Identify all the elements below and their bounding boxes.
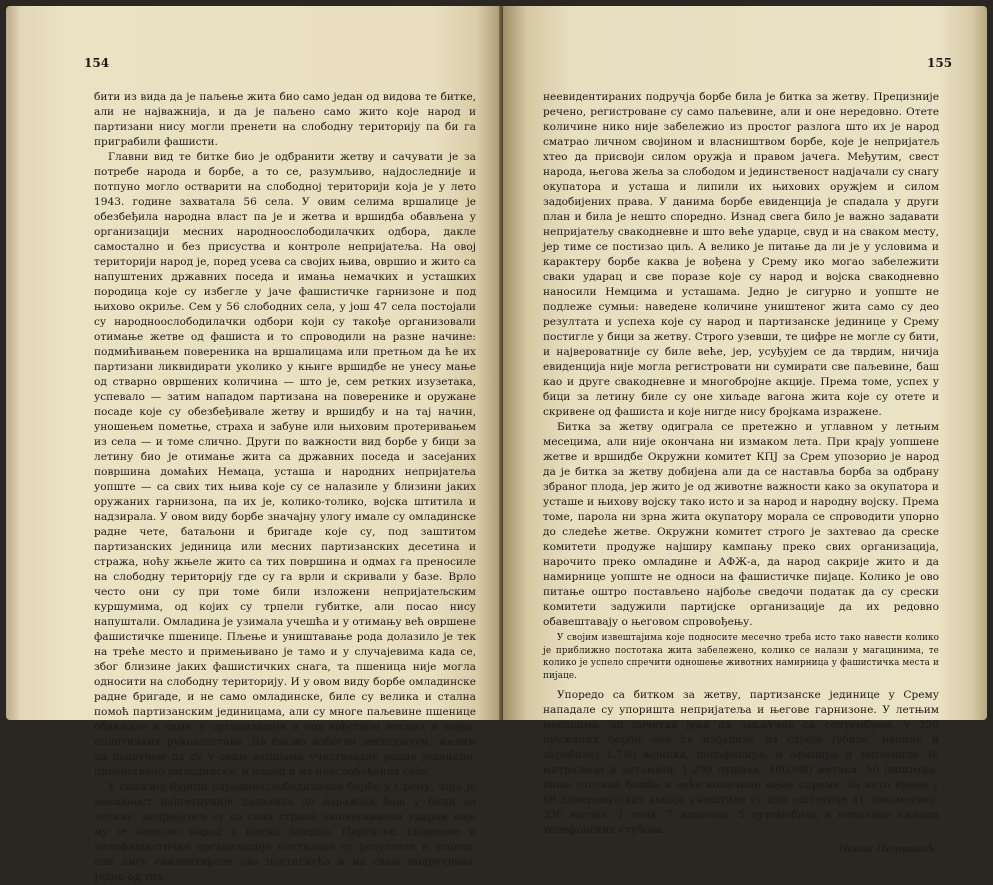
left-page-number: 154 xyxy=(84,56,110,70)
left-paragraph-3: У снажној бујици народноослободилачке борбе у Срему, чија је масовност најпотпуније долазила до изражаја баш у бици за летину, непријатељ су са свих страна запљускивали ударци које му је наносио народ и војска заједно. Партиске, скојевске и антифашистичке организације постизале су резултате и успехе, али нису евидентирале сва постигнућа и на свим подручјима. Једно од тих xyxy=(94,781,476,883)
footnote: У својим извештајима које подносите месечно треба исто тако навести колико је приближно постотака жита забележено, колико се налази у магацинима, те колико је успело спречити одношење животних намирница у фашистичка места и пијаце. xyxy=(543,633,939,681)
author-signature: Новак Петровић xyxy=(838,843,935,856)
left-page-body xyxy=(94,90,476,885)
right-paragraph-2: Битка за жетву одиграла се претежно и углавном у летњим месецима, али није окончана ни измаком лета. При крају уопшене жетве и вршидбе Окружни комитет КПЈ за Срем упозорио је народ да је битка за жетву добијена али да се наставља борба за одбрану збраног плода, јер жито је од животне важности како за окупатора и усташе и њихову војску тако исто и за народ и народну војску. Према томе, парола ни зрна жита окупатору морала се спроводити упорно до следеће жетве. Окружни комитет строго је захтевао да среске комитети продуже најширу кампању преко свих организација, нарочито преко омладине и АФЖ-а, да народ сакрије жито и да намирнице уопште не односи на фашистичке пијаце. Колико је ово питање оштро постављено најбоље сведочи податак да су срески комитети задужили партијске организације да их редовно обавештавају о његовом спровођењу. xyxy=(543,421,939,628)
right-paragraph-3: Упоредо са битком за жетву, партизанске јединице у Срему нападале су упоришта непријатеља и његове гарнизоне. У летњим месецима, од почетка јуна па закључно са септембром, у 250 оружаних борби оне су избациле из строја (убиле, раниле и заробиле) 1.750 војника, подофицира, и официра и заплениле 30 митраљеза и аутомата, 1.290 пушака, 100.000 метака, 50 пиштоља, више стотина бомби и веће количине војне спреме. За исто време у 69 диверзантских акција уништиле су или оштетиле 41 локомотиву, 230 вагона, 1 тенк, 7 камиона, 5 аутомобила и неколико хиљада телефонских стубова. xyxy=(543,689,939,837)
right-paragraph-1: неевидентираних подручја борбе била је битка за жетву. Прецизније речено, регистроване су само паљевине, али и оне нередовно. Отете количине нико није забележио из простог разлога што их је народ сматрао личном својином и власништвом борбе, које је непријатељ хтео да присвоји силом оружја и правом јачега. Међутим, свест народа, његова жеља за слободом и јединственост надјачали су снагу окупатора и усташа и липили их њихових оружјем и силом задобијених права. У данима борбе евиденција је спадала у други план и била је нешто споредно. Изнад свега било је важно задавати непријатељу свакодневне и што веће ударце, свуд и на сваком месту, јер тиме се постизао циљ. А велико је питање да ли је у условима и карактеру борбе каква је вођена у Срему ико могао забележити свaки ударац и све поразе које су народ и војска свакодневно наносили Немцима и усташама. Једно је сигурно и уопште не подлеже сумњи: наведене количине уништеног жита само су део резултата и успеха које су народ и партизанске јединице у Срему постигле у бици за жетву. Строго узевши, те цифре не могле су бити, и највероватније су биле веће, јер, усуђујем се да тврдим, ничија евиденција није могла регистровати ни сумирати све паљевине, баш као и друге свакодневне и многобројне акције. Према томе, успех у бици за летину биле су оне хиљаде вагона жита које су отете и скривене од фашиста и које нигде нису бројкама изражене. xyxy=(543,91,939,418)
left-paragraph-1: бити из вида да је паљење жита био само један од видова те битке, али не најважнија, и да је паљено само жито које народ и партизани нису могли пренети на слободну територију па би га приграбили фашисти. xyxy=(94,91,476,148)
right-page-number: 155 xyxy=(927,56,953,70)
right-page-body xyxy=(543,90,939,857)
left-page xyxy=(6,6,502,883)
left-paragraph-2: Главни вид те битке био је одбранити жетву и сачувати је за потребе народа и борбе, а то се, разумљиво, најдоследније и потпуно могло остварити на слободној територији која је у лето 1943. године захватала 56 села. У овим селима вршалице је обезбеђила народна власт па је и жетва и вршидба обављена у организацији месних народноослободилачких одбора, дакле самостално и без присуства и контроле непријатеља. На овој територији народ је, поред усева са својих њива, овршио и жито са напуштених државних поседа и имања немачких и усташких породица које су избегле у јаче фашистичке гарнизоне и под њихово окриље. Сем у 56 слободних села, у још 47 села постојали су народноослободилачки одбори који су такође организовали отимање жетве од фашиста и то спроводили на разне начине: подмићивањем повереника на вршалицама или претњом да ће их партизани ликвидирати уколико у књиге вршидбе не унесу мање од стварно овршених количина — што је, сем ретких изузетака, успевало — затим нападом партизана на поверенике и оружане посаде које су обезбеђивале жетву и вршидбу и на тај начин, уношењем пометње, страха и забуне или њиховим протеривањем из села — и томе слично. Други по важности вид борбе у бици за летину био је отимање жита са државних поседа и засејаних површина домаћих Немаца, усташа и народних непријатеља уопште — са свих тих њива које су се налазиле у близини јаких оружаних гарнизона, па их је, колико-толико, војска штитила и надзирала. У овом виду борбе значајну улогу имале су омладинске радне чете, батаљони и бригаде које су, под заштитом партизанских јединица или месних партизанских десетина и стража, ноћу жњеле жито са тих површина и одмах га преносиле на слободну територију где су га врли и скривали у базе. Врло често они су при томе били изложени непријатељским куршумима, од којих су трпели губитке, али посао нису напуштали. Омладина је узимала учешћа и у отимању већ овршене фашистичке пшенице. Пљење и уништавање рода долазило је тек на треће место и примењивано је тамо и у случајевима када се, због близине јаких фашистичких снага, та пшеница није могла односити на слободну територију. И у овом виду борбе омладинске радне бригаде, и не само омладинске, биле су велика и стална помоћ партизанским јединицама, али су многе паљевине пшенице обављале и саме, у организацији и под вођством месних и војно-политичких руководстава. Да бисмо избегли неспоразум, желим да подвучем да су у овим акцијама учествовале радне јединице, првенствено омладинске, и народ и из неослобођених села. xyxy=(94,151,476,778)
right-page xyxy=(503,6,987,856)
